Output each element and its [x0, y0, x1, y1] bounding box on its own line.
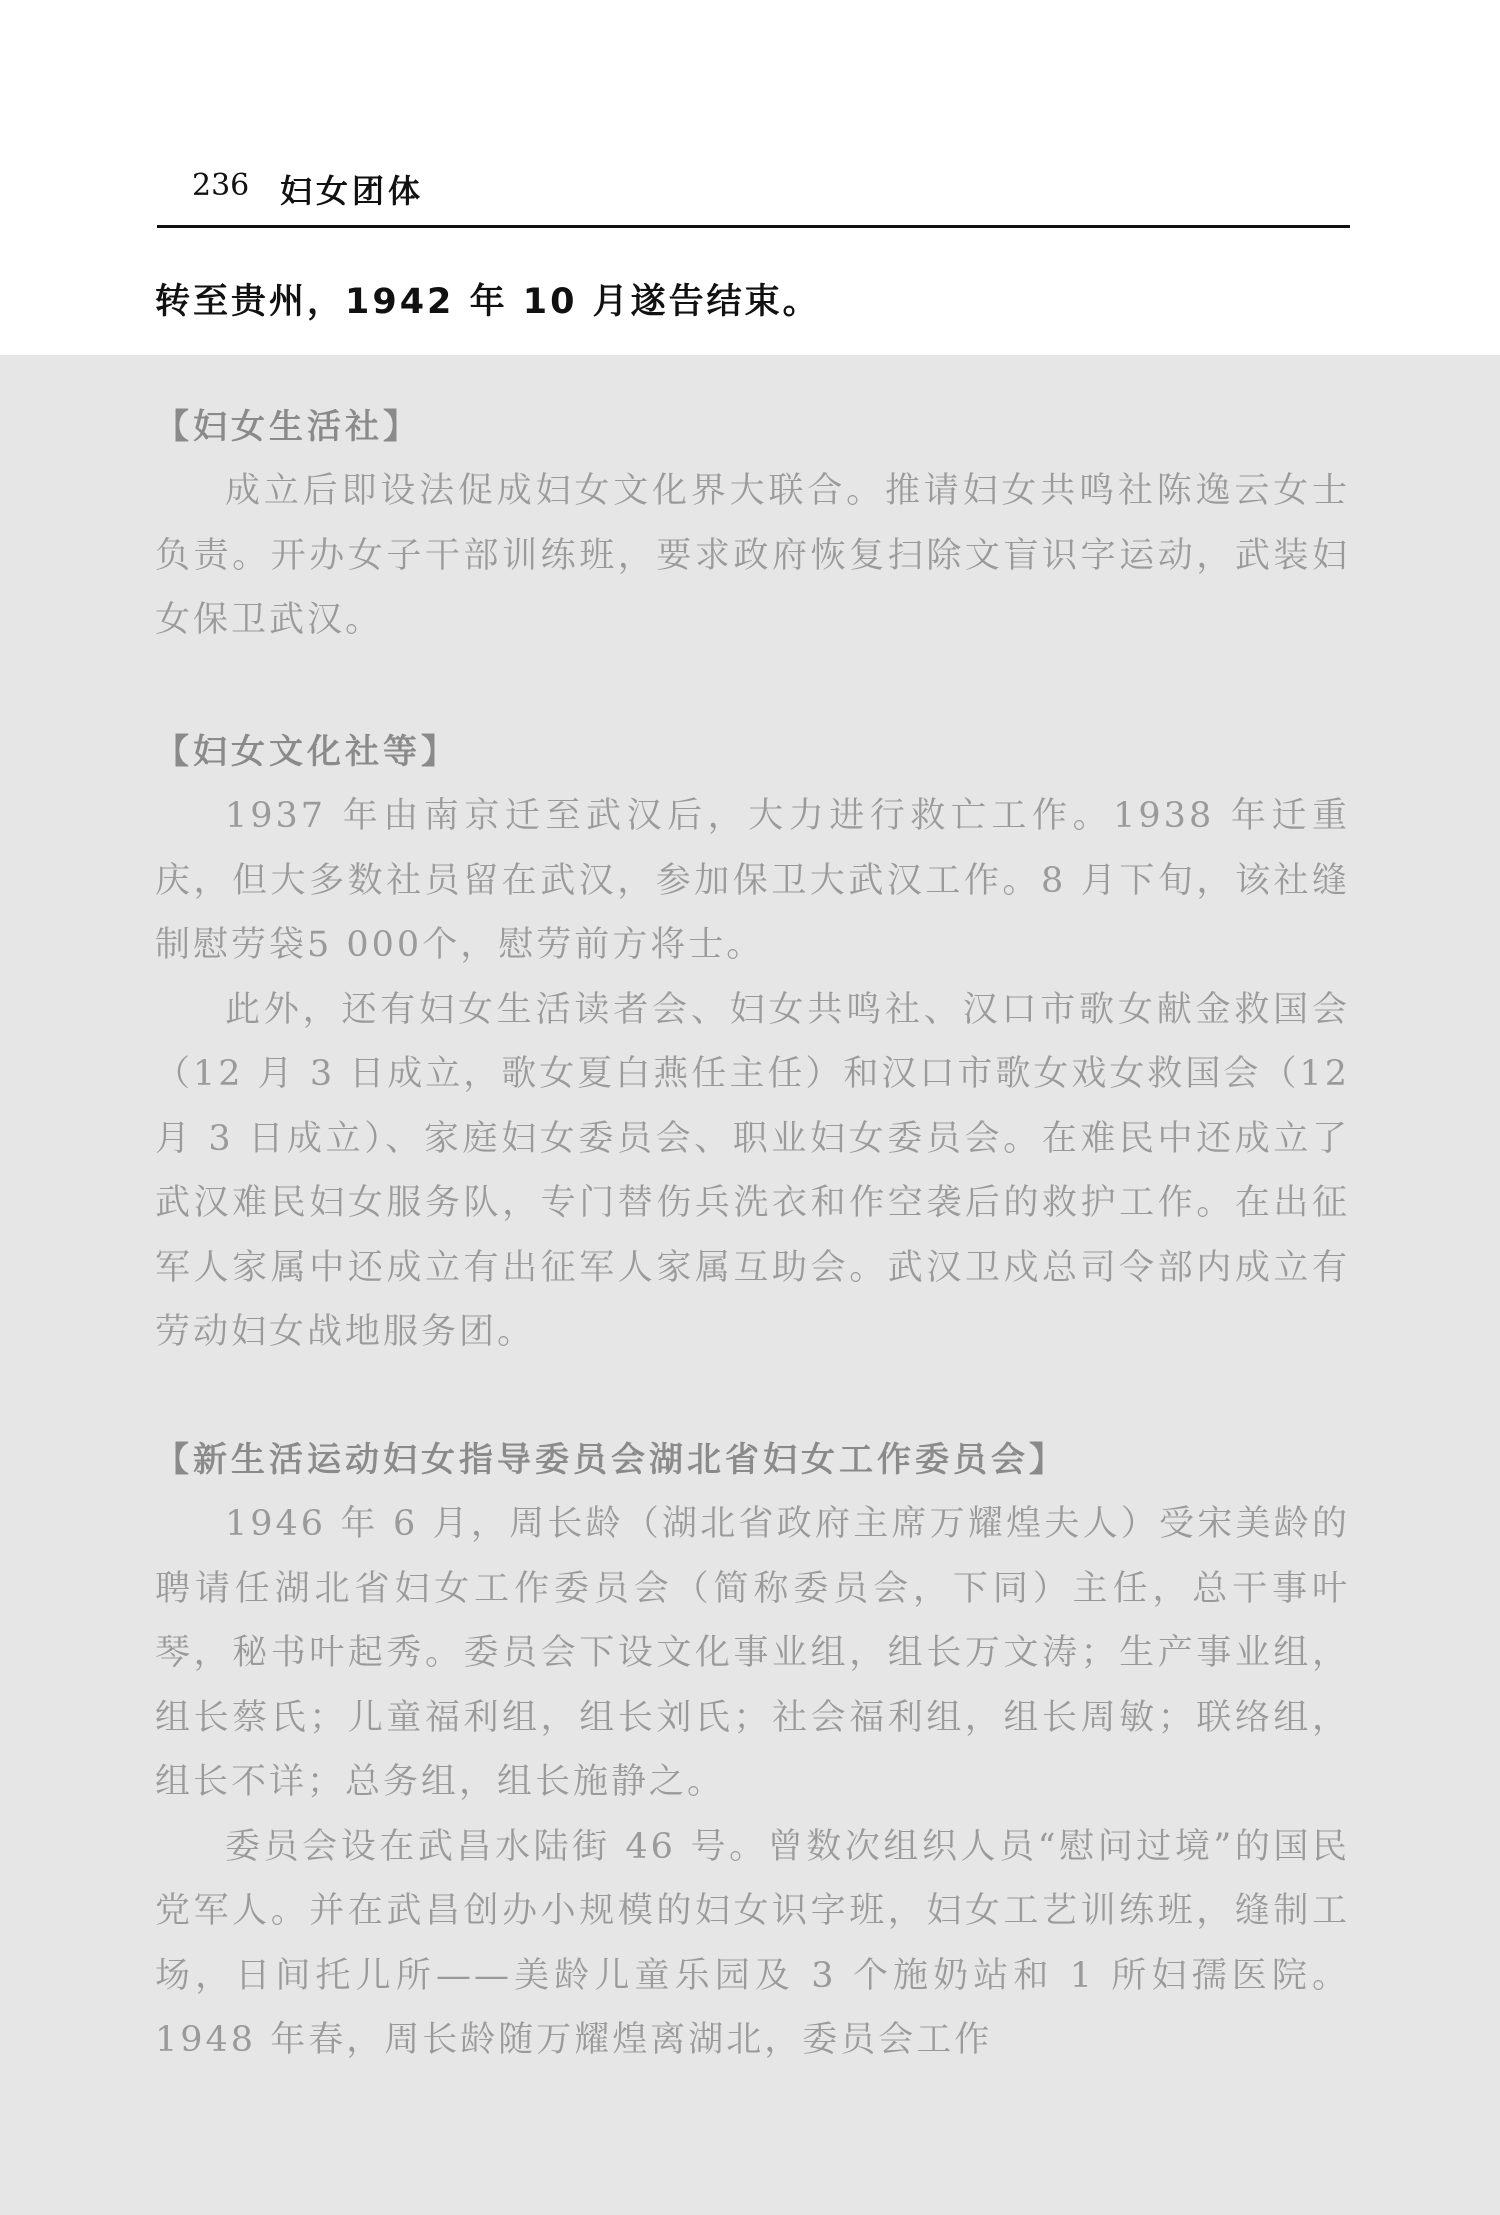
section-title: 【妇女文化社等】 — [155, 732, 459, 772]
header-rule — [157, 225, 1350, 228]
paragraph: 此外，还有妇女生活读者会、妇女共鸣社、汉口市歌女献金救国会（12 月 3 日成立，歌女夏白燕任主任）和汉口市歌女戏女救国会（12 月 3 日成立）、家庭妇女委员会、职业妇女委员会。在难民中还成立了武汉难民妇女服务队，专门替伤兵洗衣和作空袭后的救护工作。在出征军人家属中还成立有出征军人家属互助会。武汉卫戍总司令部内成立有劳动妇女战地服务团。 — [155, 989, 1350, 1352]
section-title: 【新生活运动妇女指导委员会湖北省妇女工作委员会】 — [155, 1440, 1067, 1480]
running-title: 妇女团体 — [280, 172, 425, 210]
page-number: 236 — [192, 168, 250, 203]
section-women-culture-society — [155, 720, 1350, 1365]
section-hubei-women-committee — [155, 1428, 1350, 2073]
carry-over-block — [155, 270, 1350, 334]
section-women-life-society — [155, 395, 1350, 653]
page-header — [172, 162, 1352, 222]
carry-over-text: 转至贵州，1942 年 10 月遂告结束。 — [155, 282, 821, 322]
paragraph: 1937 年由南京迁至武汉后，大力进行救亡工作。1938 年迁重庆，但大多数社员留在武汉，参加保卫大武汉工作。8 月下旬，该社缝制慰劳袋5 000个，慰劳前方将士。 — [155, 796, 1350, 965]
paragraph: 成立后即设法促成妇女文化界大联合。推请妇女共鸣社陈逸云女士负责。开办女子干部训练班，要求政府恢复扫除文盲识字运动，武装妇女保卫武汉。 — [155, 471, 1350, 640]
section-title: 【妇女生活社】 — [155, 407, 421, 447]
paragraph: 1946 年 6 月，周长龄（湖北省政府主席万耀煌夫人）受宋美龄的聘请任湖北省妇女工作委员会（简称委员会，下同）主任，总干事叶琴，秘书叶起秀。委员会下设文化事业组，组长万文涛；生产事业组，组长蔡氏；儿童福利组，组长刘氏；社会福利组，组长周敏；联络组，组长不详；总务组，组长施静之。 — [155, 1504, 1350, 1802]
paragraph: 委员会设在武昌水陆街 46 号。曾数次组织人员“慰问过境”的国民党军人。并在武昌创办小规模的妇女识字班，妇女工艺训练班，缝制工场，日间托儿所——美龄儿童乐园及 3 个施奶站和 1 所妇孺医院。1948 年春，周长龄随万耀煌离湖北，委员会工作 — [155, 1826, 1350, 2060]
